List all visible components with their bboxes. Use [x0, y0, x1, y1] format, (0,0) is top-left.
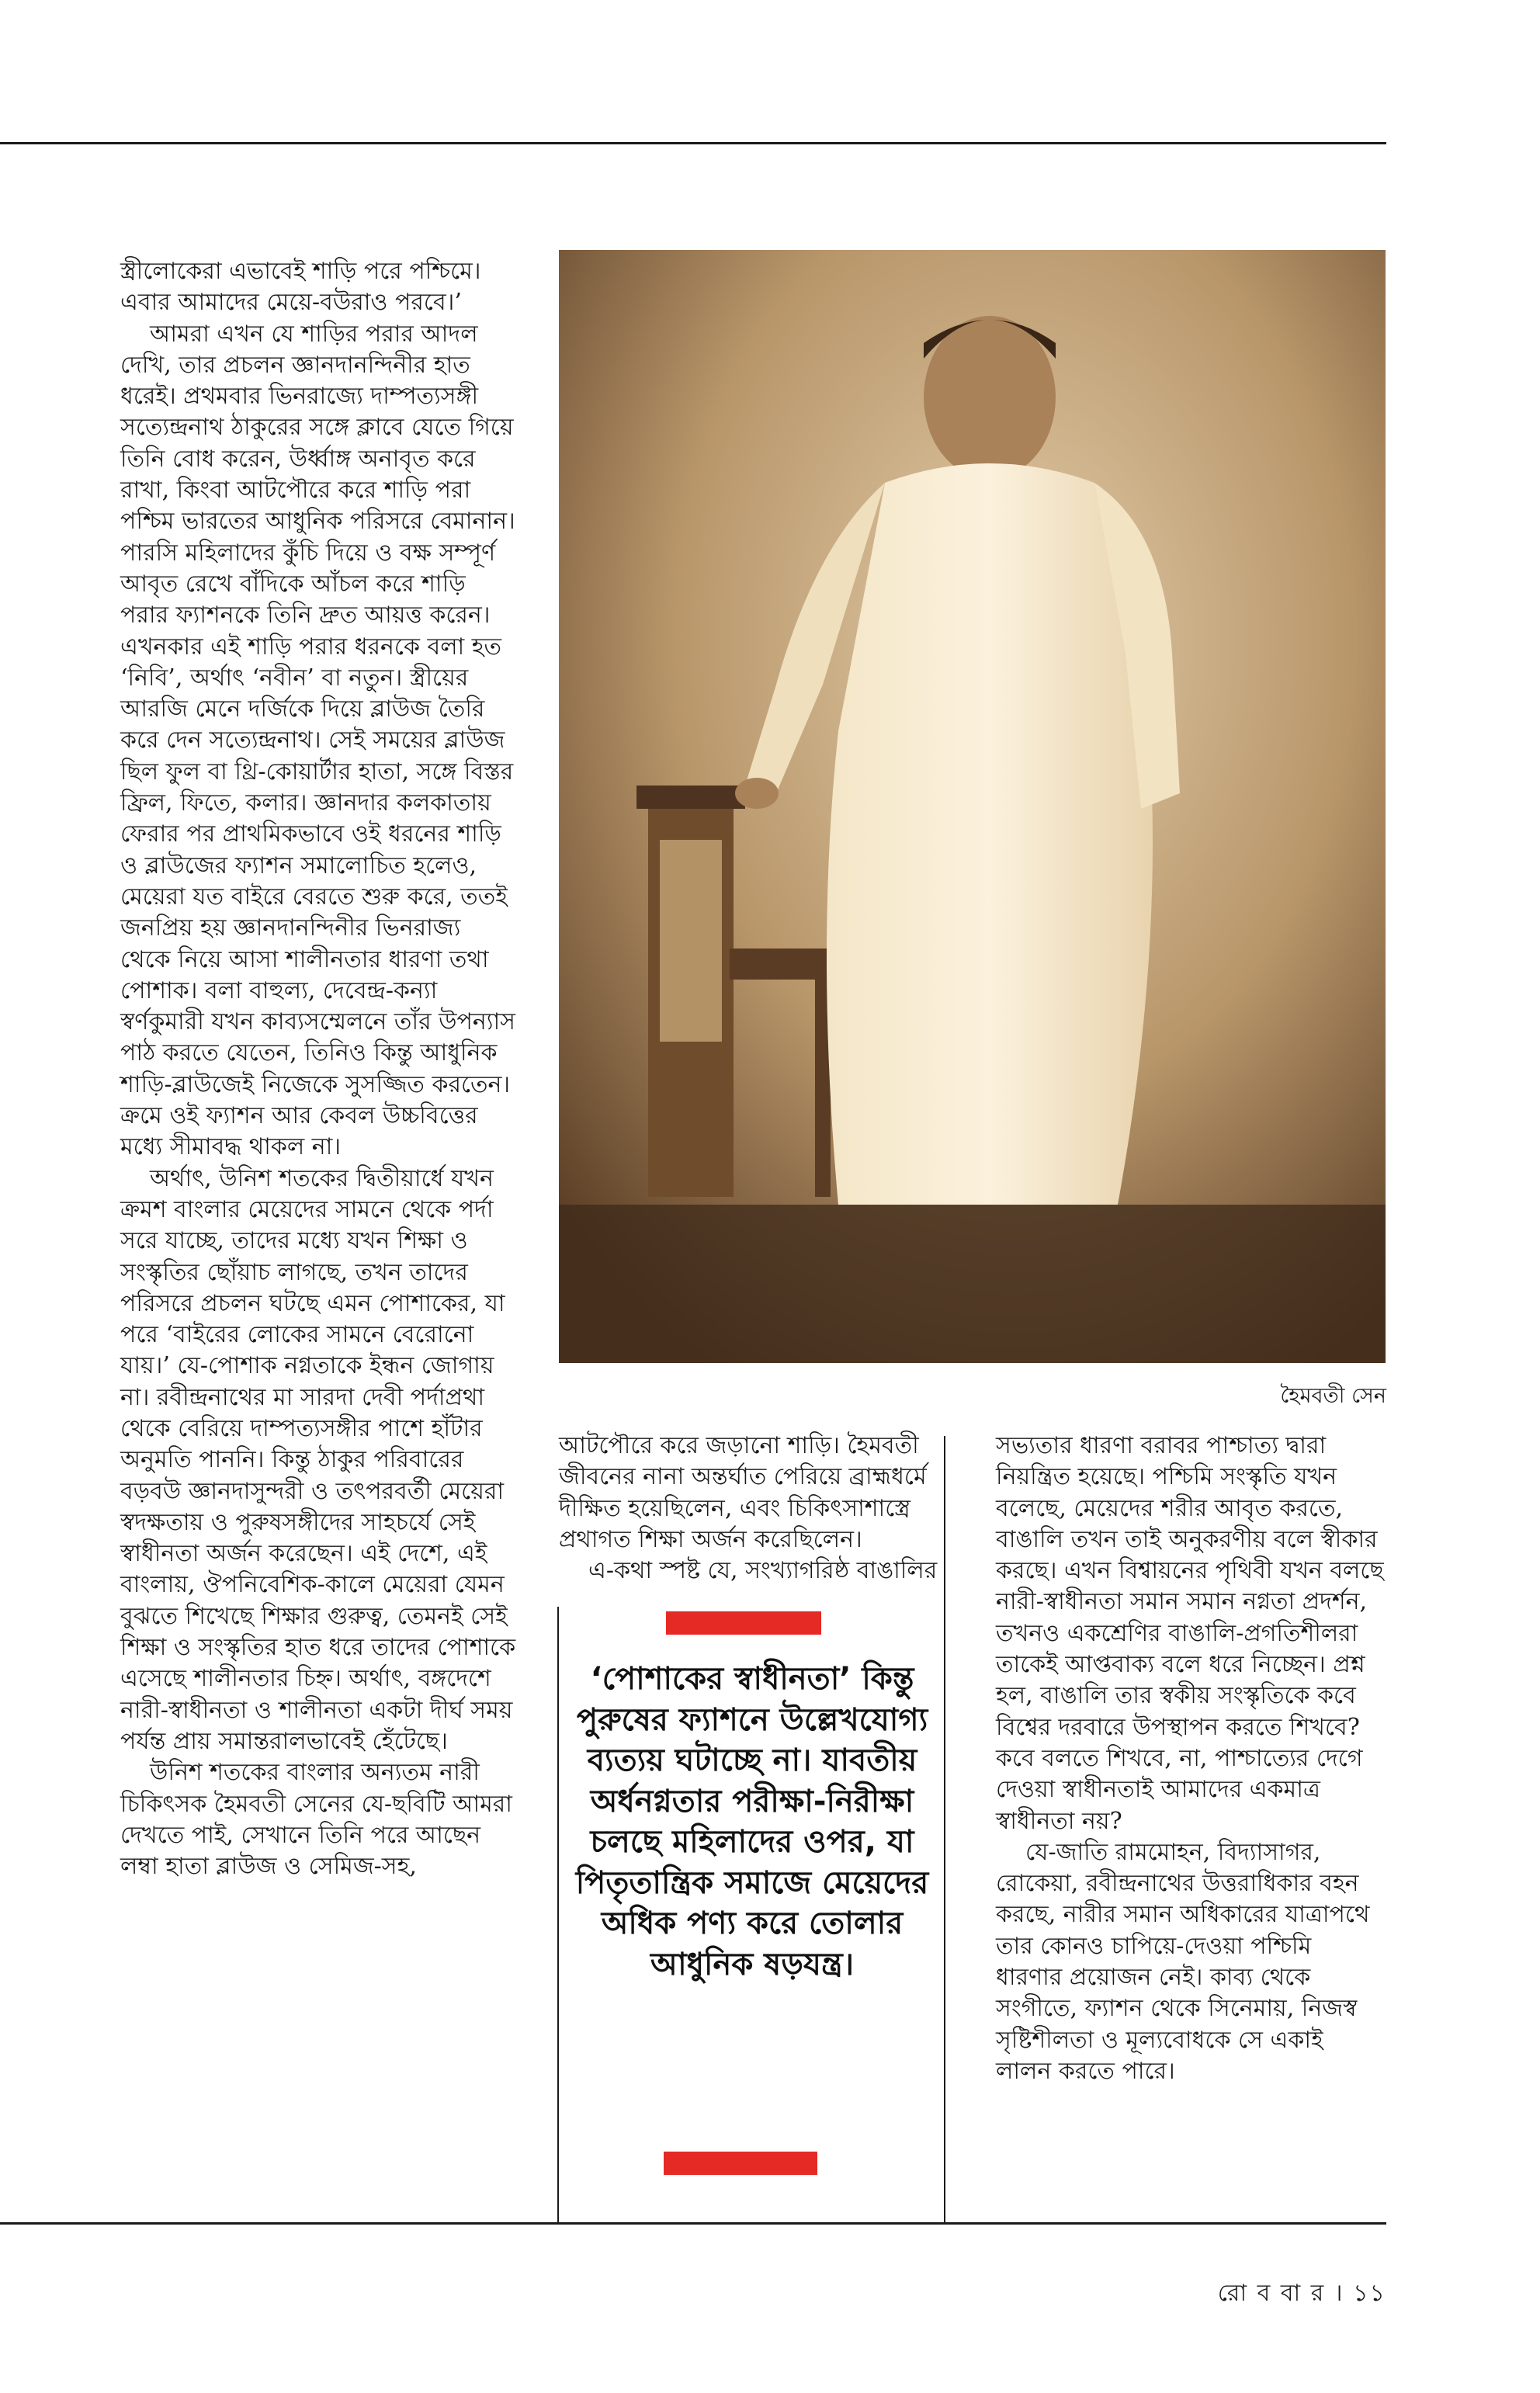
paragraph: আটপৌরে করে জড়ানো শাড়ি। হৈমবতী জীবনের নানা অন্তর্ঘাত পেরিয়ে ব্রাহ্মধর্মে দীক্ষিত হয়েছিলেন, এবং চিকিৎসাশাস্ত্রে প্রথাগত শিক্ষা অর্জন করেছিলেন। — [559, 1432, 927, 1553]
paragraph: স্ত্রীলোকেরা এভাবেই শাড়ি পরে পশ্চিমে। এবার আমাদের মেয়ে-বউরাও পরবে।’ — [120, 258, 481, 317]
paragraph: সভ্যতার ধারণা বরাবর পাশ্চাত্য দ্বারা নিয়ন্ত্রিত হয়েছে। পশ্চিমি সংস্কৃতি যখন বলেছে, মেয়েদের শরীর আবৃত করতে, বাঙালি তখন তাই অনুকরণীয় বলে স্বীকার করছে। এখন বিশ্বায়নের পৃথিবী যখন বলছে নারী-স্বাধীনতা সমান সমান নগ্নতা প্রদর্শন, তখনও একশ্রেণির বাঙালি-প্রগতিশীলরা তাকেই আপ্তবাক্য বলে ধরে নিচ্ছেন। প্রশ্ন হল, বাঙালি তার স্বকীয় সংস্কৃতিকে কবে বিশ্বের দরবারে উপস্থাপন করতে শিখবে? কবে বলতে শিখবে, না, পাশ্চাত্যের দেগে দেওয়া স্বাধীনতাই আমাদের একমাত্র স্বাধীনতা নয়? — [996, 1432, 1384, 1835]
paragraph: উনিশ শতকের বাংলার অন্যতম নারী চিকিৎসক হৈমবতী সেনের যে-ছবিটি আমরা দেখতে পাই, সেখানে তিনি পরে আছেন লম্বা হাতা ব্লাউজ ও সেমিজ-সহ, — [120, 1759, 512, 1881]
article-column-2 — [559, 1431, 947, 1587]
pull-quote: ‘পোশাকের স্বাধীনতা’ কিন্তু পুরুষের ফ্যাশনে উল্লেখযোগ্য ব্যত্যয় ঘটাচ্ছে না। যাবতীয় অর্ধনগ্নতার পরীক্ষা-নিরীক্ষা চলছে মহিলাদের ওপর, যা পিতৃতান্ত্রিক সমাজে মেয়েদের অধিক পণ্য করে তোলার আধুনিক ষড়যন্ত্র। — [575, 1661, 929, 1982]
top-rule — [0, 142, 1386, 144]
paragraph: এ-কথা স্পষ্ট যে, সংখ্যাগরিষ্ঠ বাঙালির — [588, 1557, 938, 1585]
paragraph: অর্থাৎ, উনিশ শতকের দ্বিতীয়ার্ধে যখন ক্রমশ বাংলার মেয়েদের সামনে থেকে পর্দা সরে যাচ্ছে, তাদের মধ্যে যখন শিক্ষা ও সংস্কৃতির ছোঁয়াচ লাগছে, তখন তাদের পরিসরে প্রচলন ঘটছে এমন পোশাকের, যা পরে ‘বাইরের লোকের সামনে বেরোনো যায়।’ যে-পোশাক নগ্নতাকে ইন্ধন জোগায় না। রবীন্দ্রনাথের মা সারদা দেবী পর্দাপ্রথা থেকে বেরিয়ে দাম্পত্যসঙ্গীর পাশে হাঁটার অনুমতি পাননি। কিন্তু ঠাকুর পরিবারের বড়বউ জ্ঞানদাসুন্দরী ও তৎপরবর্তী মেয়েরা স্বদক্ষতায় ও পুরুষসঙ্গীদের সাহচর্যে সেই স্বাধীনতা অর্জন করেছেন। এই দেশে, এই বাংলায়, ঔপনিবেশিক-কালে মেয়েরা যেমন বুঝতে শিখেছে শিক্ষার গুরুত্ব, তেমনই সেই শিক্ষা ও সংস্কৃতির হাত ধরে তাদের পোশাকে এসেছে শালীনতার চিহ্ন। অর্থাৎ, বঙ্গদেশে নারী-স্বাধীনতা ও শালীনতা একটা দীর্ঘ সময় পর্যন্ত প্রায় সমান্তরালভাবেই হেঁটেছে। — [120, 1164, 516, 1755]
pull-quote-top-bar — [666, 1611, 821, 1635]
photo-caption: হৈমবতী সেন — [1280, 1384, 1386, 1408]
paragraph: আমরা এখন যে শাড়ির পরার আদল দেখি, তার প্রচলন জ্ঞানদানন্দিনীর হাত ধরেই। প্রথমবার ভিনরাজ্যে দাম্পত্যসঙ্গী সত্যেন্দ্রনাথ ঠাকুরের সঙ্গে ক্লাবে যেতে গিয়ে তিনি বোধ করেন, উর্ধ্বাঙ্গ অনাবৃত করে রাখা, কিংবা আটপৌরে করে শাড়ি পরা পশ্চিম ভারতের আধুনিক পরিসরে বেমানান। পারসি মহিলাদের কুঁচি দিয়ে ও বক্ষ সম্পূর্ণ আবৃত রেখে বাঁদিকে আঁচল করে শাড়ি পরার ফ্যাশনকে তিনি দ্রুত আয়ত্ত করেন। এখনকার এই শাড়ি পরার ধরনকে বলা হত ‘নিবি’, অর্থাৎ ‘নবীন’ বা নতুন। স্ত্রীয়ের আরজি মেনে দর্জিকে দিয়ে ব্লাউজ তৈরি করে দেন সত্যেন্দ্রনাথ। সেই সময়ের ব্লাউজ ছিল ফুল বা থ্রি-কোয়ার্টার হাতা, সঙ্গে বিস্তর ফ্রিল, ফিতে, কলার। জ্ঞানদার কলকাতায় ফেরার পর প্রাথমিকভাবে ওই ধরনের শাড়ি ও ব্লাউজের ফ্যাশন সমালোচিত হলেও, মেয়েরা যত বাইরে বেরতে শুরু করে, ততই জনপ্রিয় হয় জ্ঞানদানন্দিনীর ভিনরাজ্য থেকে নিয়ে আসা শালীনতার ধারণা তথা পোশাক। বলা বাহুল্য, দেবেন্দ্র-কন্যা স্বর্ণকুমারী যখন কাব্যসম্মেলনে তাঁর উপন্যাস পাঠ করতে যেতেন, তিনিও কিন্তু আধুনিক শাড়ি-ব্লাউজেই নিজেকে সুসজ্জিত করতেন। ক্রমে ওই ফ্যাশন আর কেবল উচ্চবিত্তের মধ্যে সীমাবদ্ধ থাকল না। — [120, 320, 515, 1161]
column-divider — [557, 1607, 559, 2222]
column-divider — [944, 1436, 945, 2222]
article-column-1 — [120, 256, 518, 1882]
portrait-photo — [559, 250, 1386, 1363]
article-column-3 — [996, 1431, 1384, 2087]
portrait-illustration — [559, 250, 1386, 1363]
page-footer: রো ব বা র । ১১ — [1217, 2280, 1386, 2307]
pull-quote-bottom-bar — [664, 2152, 817, 2175]
bottom-rule — [0, 2222, 1386, 2225]
paragraph: যে-জাতি রামমোহন, বিদ্যাসাগর, রোকেয়া, রবীন্দ্রনাথের উত্তরাধিকার বহন করছে, নারীর সমান অধিকারের যাত্রাপথে তার কোনও চাপিয়ে-দেওয়া পশ্চিমি ধারণার প্রয়োজন নেই। কাব্য থেকে সংগীতে, ফ্যাশন থেকে সিনেমায়, নিজস্ব সৃষ্টিশীলতা ও মূল্যবোধকে সে একাই লালন করতে পারে। — [996, 1838, 1370, 2085]
